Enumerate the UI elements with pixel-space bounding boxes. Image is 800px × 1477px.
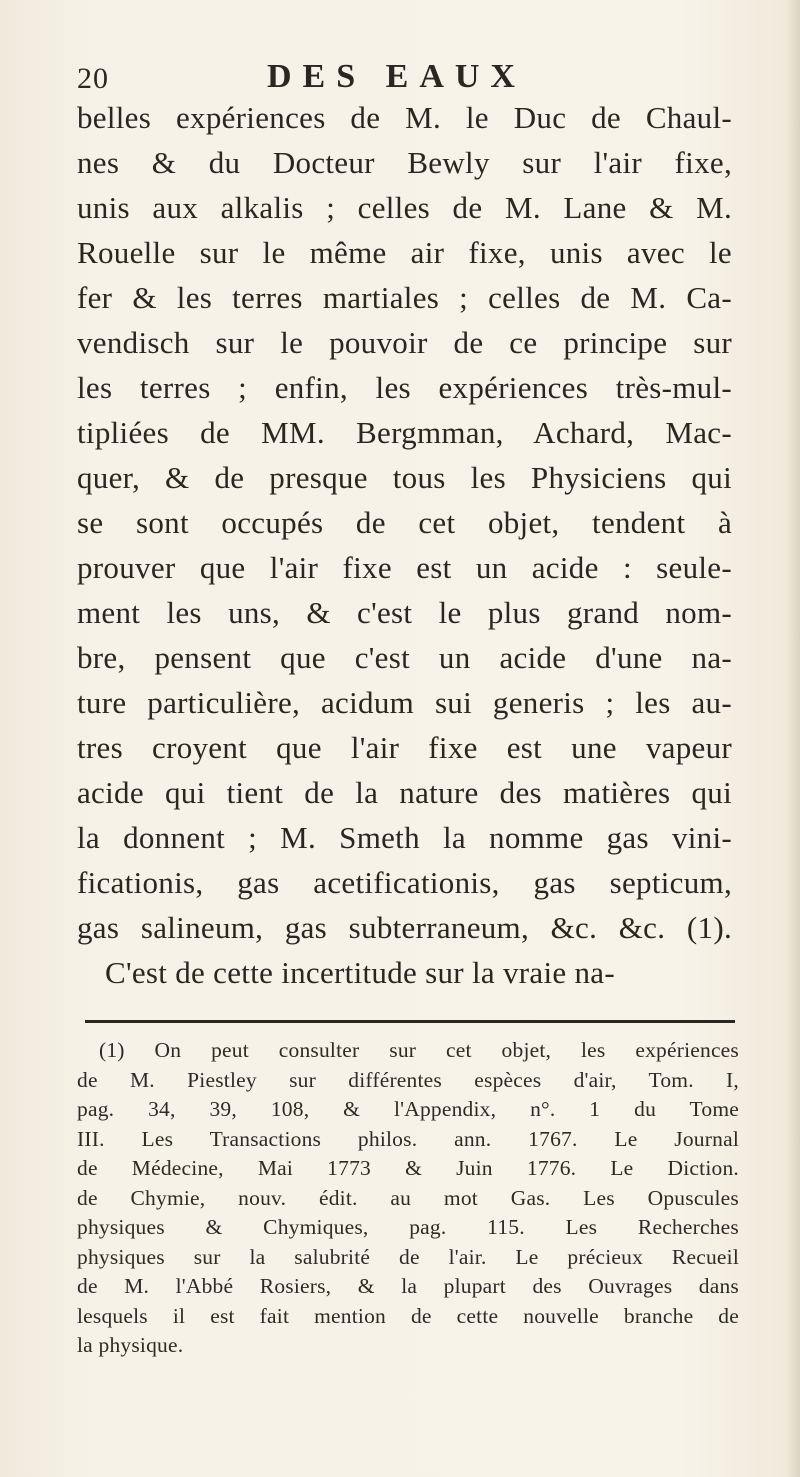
- text-line: tres croyent que l'air fixe est une vapeur: [77, 730, 732, 765]
- text-line: quer, & de presque tous les Physiciens qui: [77, 460, 732, 495]
- text-line: se sont occupés de cet objet, tendent à: [77, 505, 732, 540]
- text-line: vendisch sur le pouvoir de ce principe sur: [77, 325, 732, 360]
- footnote-line: lesquels il est fait mention de cette nouvelle branche de: [77, 1303, 739, 1328]
- footnote-line: de M. l'Abbé Rosiers, & la plupart des Ouvrages dans: [77, 1274, 739, 1298]
- footnote: [77, 1036, 739, 1361]
- footnote-line: de Médecine, Mai 1773 & Juin 1776. Le Diction.: [77, 1156, 739, 1180]
- footnote-line: de M. Piestley sur différentes espèces d'air, Tom. I,: [77, 1067, 739, 1092]
- footnote-separator: [85, 1020, 735, 1023]
- text-line: prouver que l'air fixe est un acide : seule-: [77, 550, 732, 585]
- text-line: bre, pensent que c'est un acide d'une na-: [77, 640, 732, 675]
- text-line: fer & les terres martiales ; celles de M. Ca-: [77, 280, 732, 315]
- footnote-line: pag. 34, 39, 108, & l'Appendix, n°. 1 du Tome: [77, 1097, 739, 1121]
- text-line: la donnent ; M. Smeth la nomme gas vini-: [77, 820, 732, 855]
- text-line: ficationis, gas acetificationis, gas septicum,: [77, 865, 732, 900]
- footnote-line: de Chymie, nouv. édit. au mot Gas. Les Opuscules: [77, 1185, 739, 1210]
- text-line: unis aux alkalis ; celles de M. Lane & M.: [77, 190, 732, 225]
- footnote-line: (1) On peut consulter sur cet objet, les expériences: [99, 1038, 739, 1062]
- text-line: Rouelle sur le même air fixe, unis avec le: [77, 235, 732, 270]
- text-line: acide qui tient de la nature des matières qui: [77, 775, 732, 810]
- text-line: nes & du Docteur Bewly sur l'air fixe,: [77, 145, 732, 180]
- page-edge-shadow: [786, 0, 800, 1477]
- main-text: [77, 95, 732, 995]
- footnote-line: la physique.: [77, 1333, 184, 1357]
- text-line: C'est de cette incertitude sur la vraie na-: [105, 955, 615, 990]
- text-line: belles expériences de M. le Duc de Chaul-: [77, 100, 732, 135]
- page-number: 20: [77, 62, 109, 95]
- text-line: ture particulière, acidum sui generis ; les au-: [77, 685, 732, 720]
- text-line: ment les uns, & c'est le plus grand nom-: [77, 595, 732, 630]
- text-line: tipliées de MM. Bergmman, Achard, Mac-: [77, 415, 732, 450]
- footnote-line: III. Les Transactions philos. ann. 1767. Le Journal: [77, 1126, 739, 1151]
- text-line: gas salineum, gas subterraneum, &c. &c. (1).: [77, 910, 732, 945]
- footnote-line: physiques sur la salubrité de l'air. Le précieux Recueil: [77, 1244, 739, 1269]
- footnote-line: physiques & Chymiques, pag. 115. Les Recherches: [77, 1215, 739, 1239]
- text-line: les terres ; enfin, les expériences très-mul-: [77, 370, 732, 405]
- running-title: DES EAUX: [267, 58, 526, 95]
